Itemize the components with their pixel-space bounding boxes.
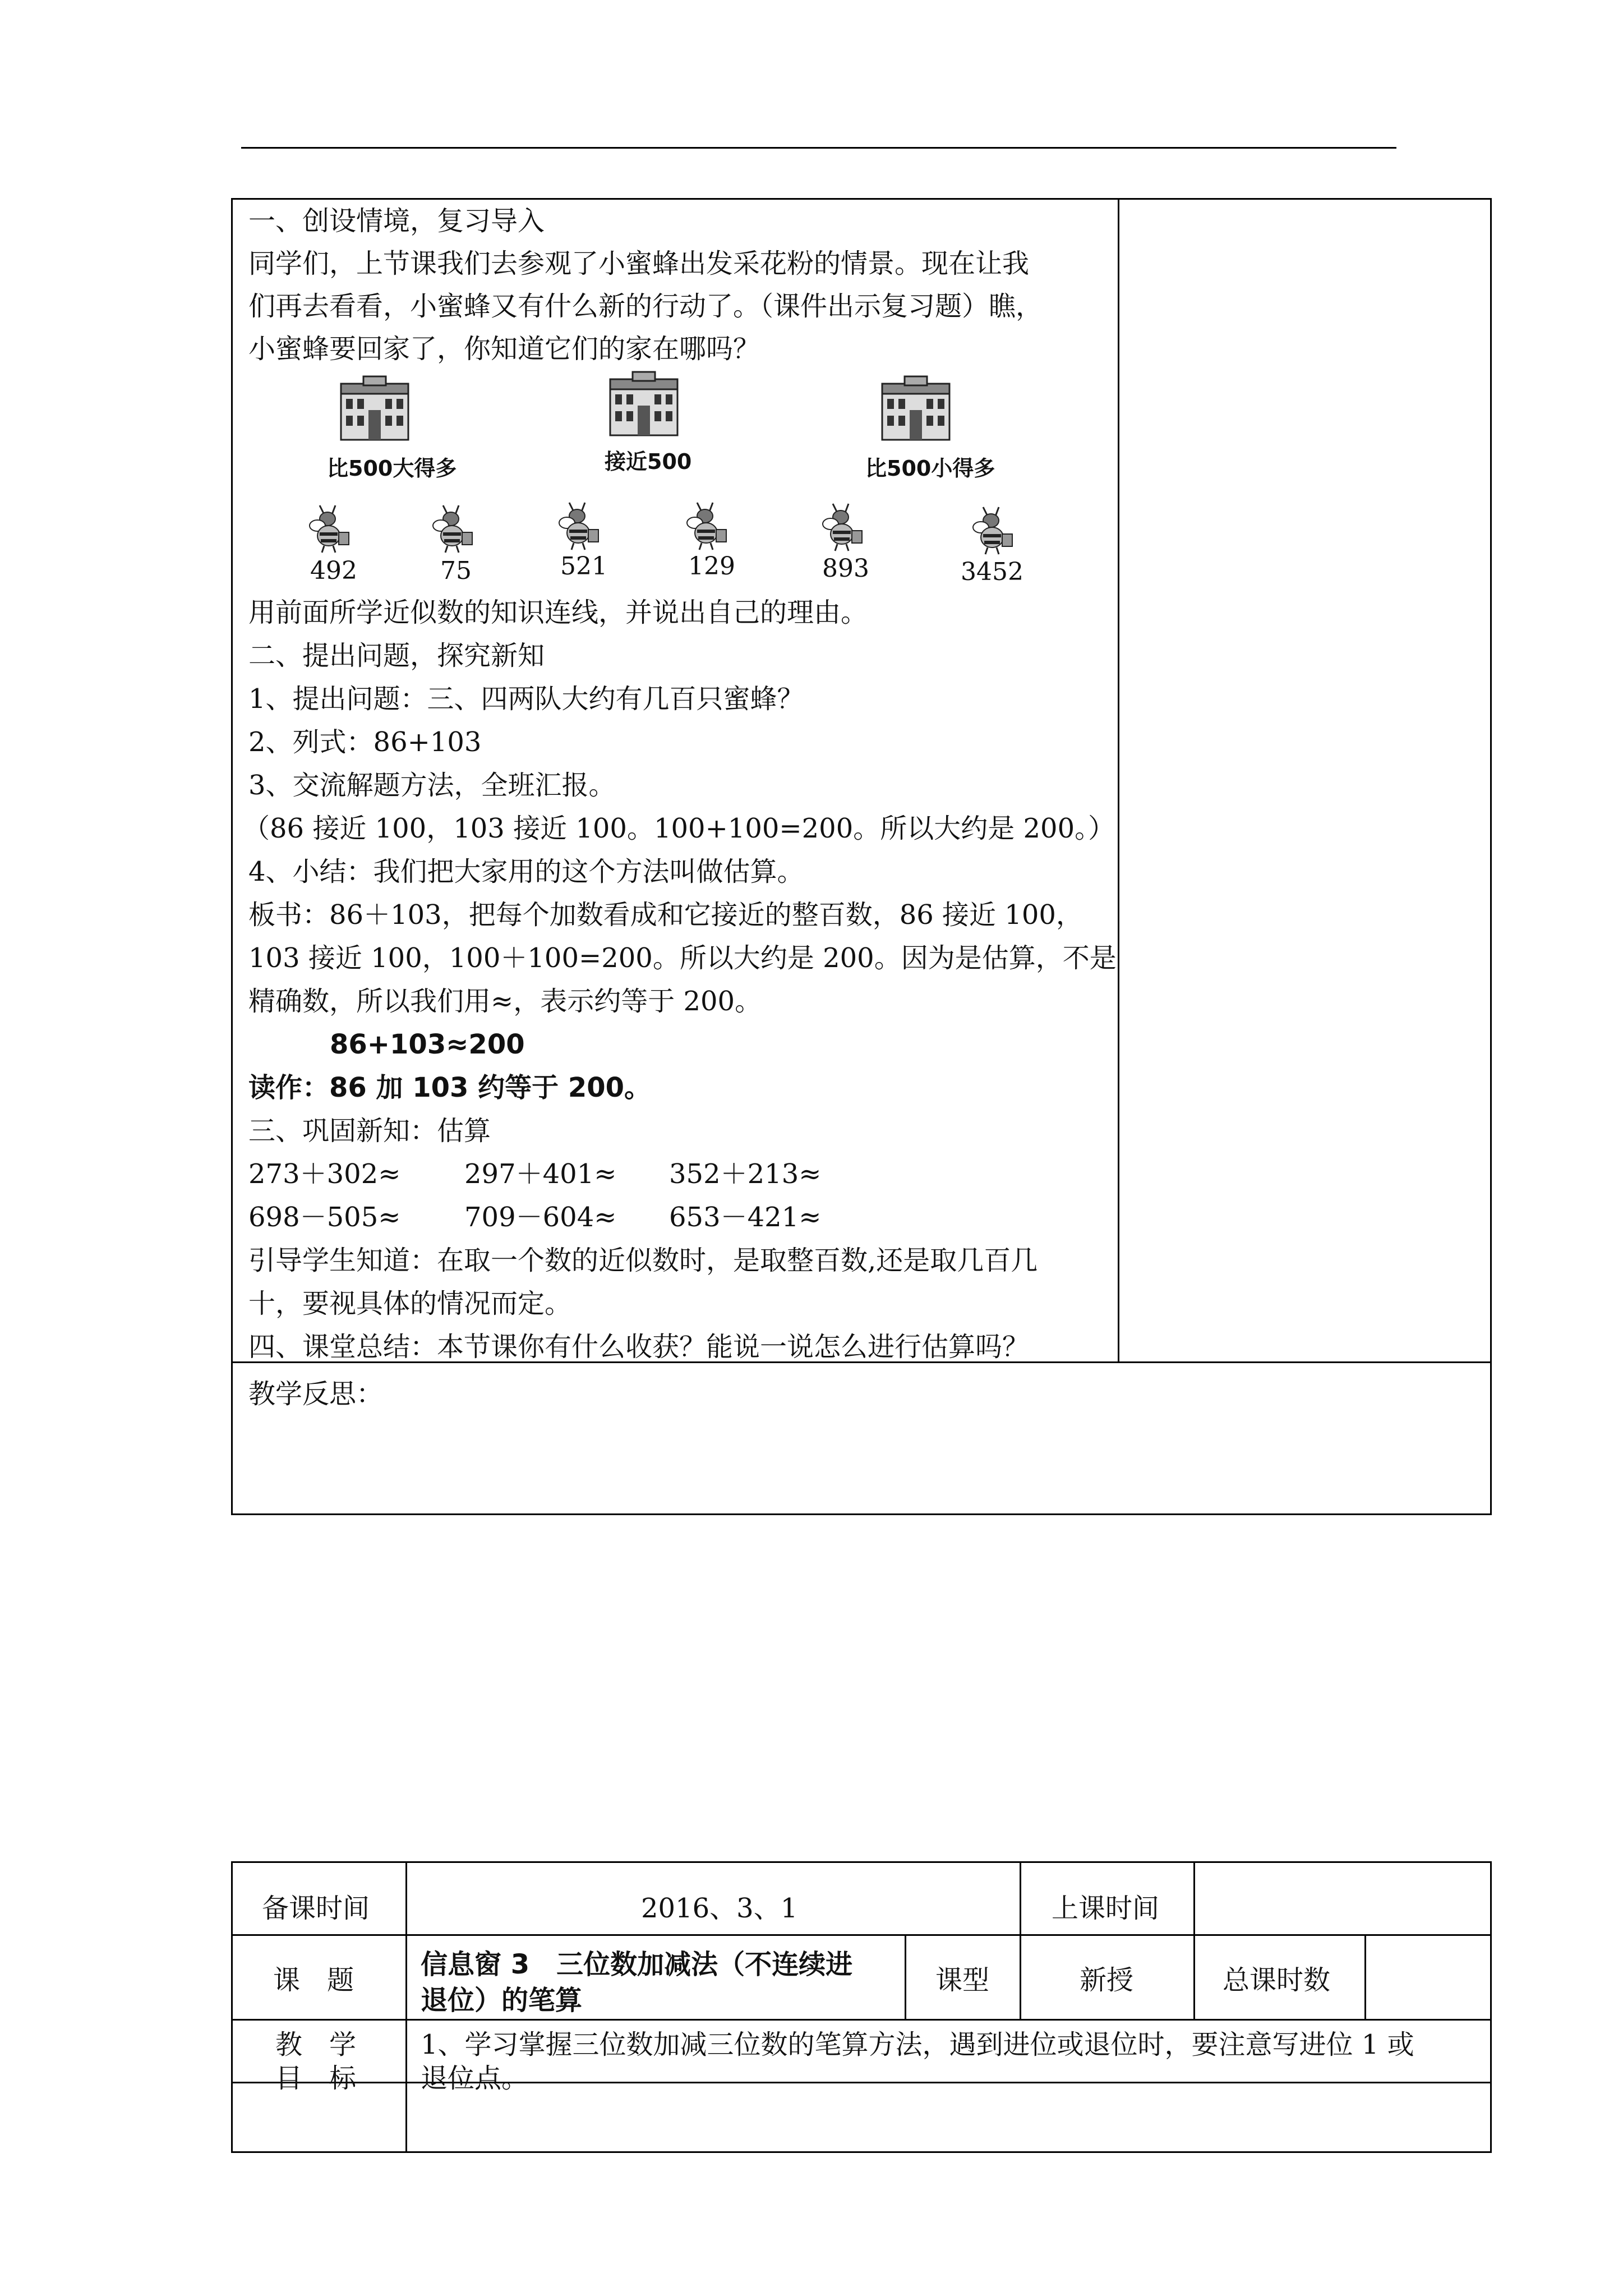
exercise-3: 352＋213≈ [669, 1158, 822, 1190]
col-line [1364, 1934, 1366, 2019]
bee-number-6: 3452 [961, 558, 1023, 586]
house-label-1: 比500大得多 [327, 456, 457, 481]
bee-number-2: 75 [440, 556, 472, 585]
bee-icon [307, 504, 354, 555]
reflection-label: 教学反思： [248, 1378, 384, 1410]
exercise-5: 709－604≈ [464, 1202, 617, 1233]
after-line-9: 103 接近 100，100＋100=200。所以大约是 200。因为是估算，不是 [248, 942, 1117, 974]
house-icon [607, 371, 680, 438]
after-line-1: 用前面所学近似数的知识连线，并说出自己的理由。 [248, 597, 868, 628]
house-icon [879, 375, 952, 443]
type-value: 新授 [1080, 1964, 1134, 1996]
bee-icon [557, 501, 604, 552]
summary-line: 四、课堂总结：本节课你有什么收获？能说一说怎么进行估算吗？ [248, 1331, 1030, 1363]
read-as: 读作：86 加 103 约等于 200。 [248, 1072, 652, 1103]
exercise-2: 297＋401≈ [464, 1158, 617, 1190]
after-line-4: 2、列式：86+103 [248, 726, 482, 758]
prep-time-label: 备课时间 [262, 1893, 370, 1924]
prep-time-value: 2016、3、1 [641, 1893, 798, 1924]
intro-line-2: 们再去看看，小蜜蜂又有什么新的行动了。（课件出示复习题）瞧， [248, 291, 1043, 322]
col-line [905, 1934, 906, 2019]
intro-line-1: 同学们，上节课我们去参观了小蜜蜂出发采花粉的情景。现在让我 [248, 248, 1030, 279]
guide-line-2: 十，要视具体的情况而定。 [248, 1288, 572, 1319]
class-time-label: 上课时间 [1052, 1893, 1160, 1924]
after-line-6: （86 接近 100，103 接近 100。100+100=200。所以大约是 200。） [243, 813, 1115, 844]
after-line-8: 板书：86＋103，把每个加数看成和它接近的整百数，86 接近 100， [248, 899, 1083, 931]
col-line [1193, 1863, 1195, 2019]
col-line [405, 1863, 407, 2151]
topic-line-2: 退位）的笔算 [421, 1985, 583, 2016]
house-label-2: 接近500 [605, 449, 692, 474]
total-label: 总课时数 [1223, 1964, 1331, 1996]
after-line-7: 4、小结：我们把大家用的这个方法叫做估算。 [248, 856, 804, 887]
goal-line-1: 1、学习掌握三位数加减三位数的笔算方法，遇到进位或退位时，要注意写进位 1 或 [421, 2029, 1414, 2060]
col-line [1020, 1934, 1021, 2019]
topic-label: 课 题 [273, 1964, 354, 1996]
intro-line-3: 小蜜蜂要回家了，你知道它们的家在哪吗？ [248, 333, 760, 365]
type-label: 课型 [935, 1964, 990, 1996]
plan-table [231, 1861, 1492, 2153]
bee-icon [971, 506, 1018, 556]
bee-number-3: 521 [560, 552, 607, 581]
exercise-1: 273＋302≈ [248, 1158, 401, 1190]
exercise-4: 698－505≈ [248, 1202, 401, 1233]
bee-icon [431, 504, 478, 555]
guide-line-1: 引导学生知道：在取一个数的近似数时，是取整百数,还是取几百几 [248, 1245, 1038, 1276]
lesson-table [231, 198, 1492, 1515]
bee-number-1: 492 [310, 556, 357, 585]
section-1-title: 一、创设情境，复习导入 [248, 205, 545, 237]
after-line-5: 3、交流解题方法，全班汇报。 [248, 770, 616, 801]
header-rule [241, 147, 1396, 149]
row-line [233, 2019, 1490, 2021]
bee-icon [820, 503, 868, 553]
house-label-3: 比500小得多 [865, 456, 995, 481]
house-icon [338, 375, 411, 443]
column-divider [1118, 200, 1119, 1361]
goal-line-2: 退位点。 [421, 2063, 529, 2094]
goal-label-1: 教 学 [275, 2029, 357, 2060]
bee-number-5: 893 [822, 554, 869, 583]
exercise-6: 653－421≈ [669, 1202, 822, 1233]
row-line [233, 1934, 1490, 1936]
after-line-2: 二、提出问题，探究新知 [248, 640, 545, 671]
bee-number-4: 129 [688, 552, 735, 581]
consolidate-title: 三、巩固新知：估算 [248, 1115, 491, 1147]
formula: 86+103≈200 [330, 1029, 525, 1060]
topic-line-1: 信息窗 3 三位数加减法（不连续进 [421, 1949, 853, 1980]
after-line-10: 精确数，所以我们用≈，表示约等于 200。 [248, 986, 762, 1017]
goal-label-2: 目 标 [275, 2063, 357, 2094]
col-line [1020, 1863, 1021, 1934]
bee-icon [685, 501, 732, 552]
after-line-3: 1、提出问题：三、四两队大约有几百只蜜蜂？ [248, 683, 804, 715]
